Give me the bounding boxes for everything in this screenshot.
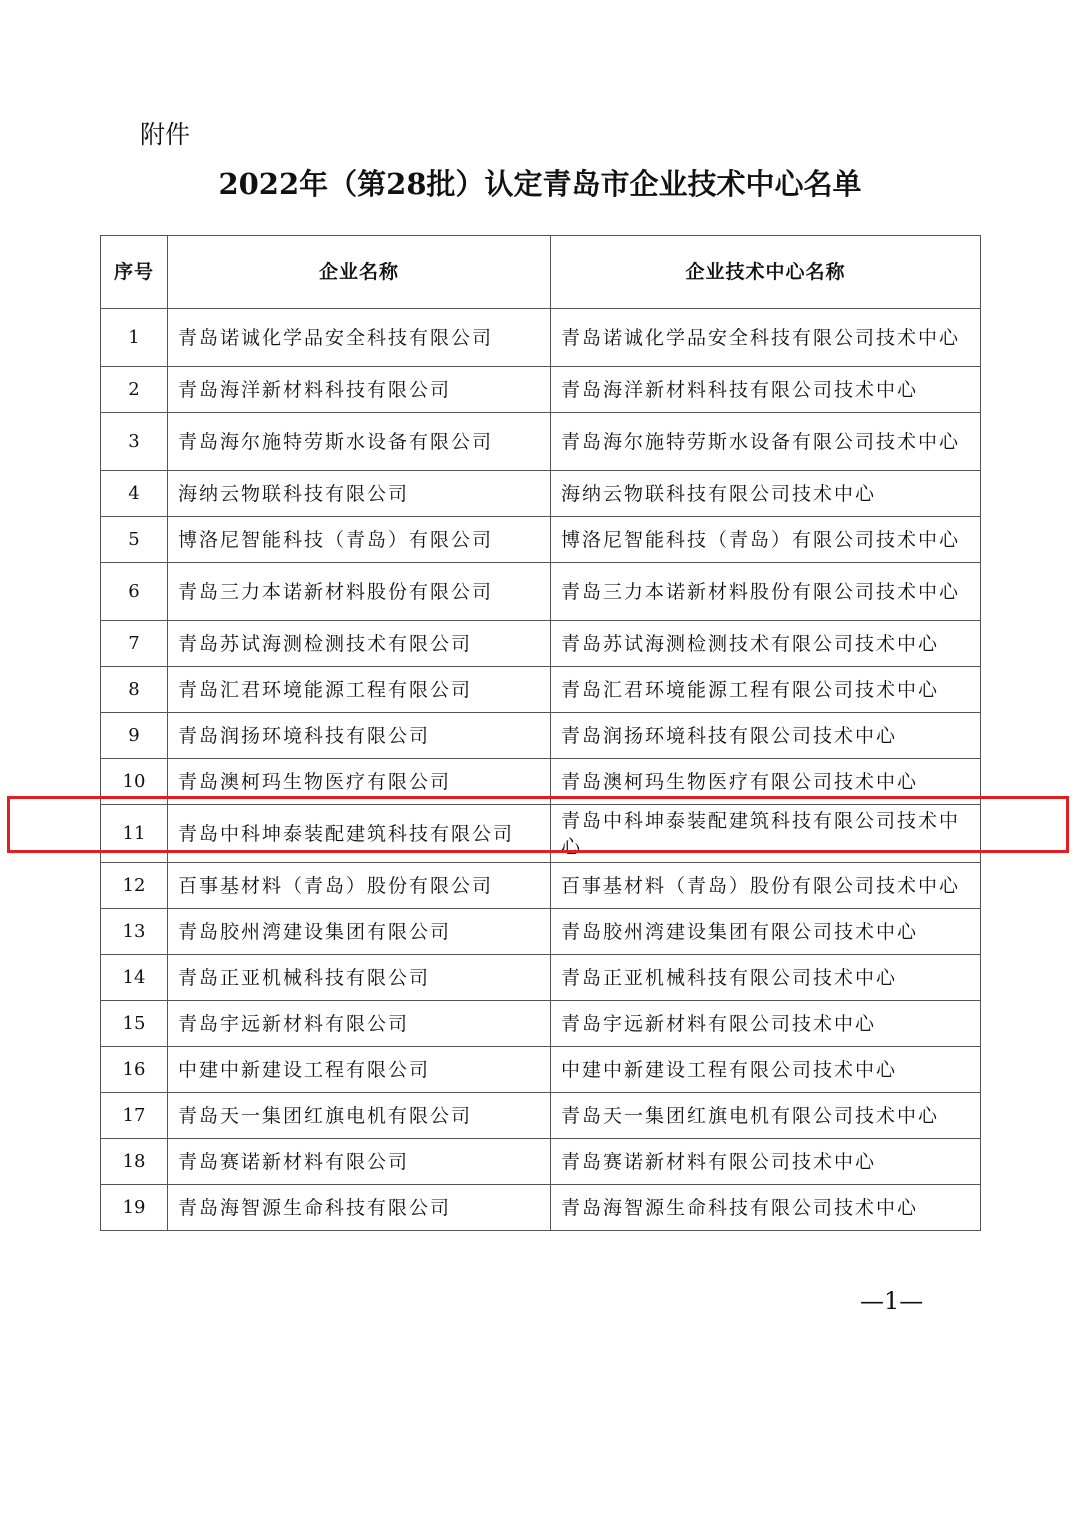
row-no: 15: [101, 1001, 168, 1047]
row-company: 青岛宇远新材料有限公司: [168, 1001, 551, 1047]
table-row: [101, 1001, 981, 1047]
row-no: 16: [101, 1047, 168, 1093]
row-no: 18: [101, 1139, 168, 1185]
document-title: 2022年（第28批）认定青岛市企业技术中心名单: [218, 167, 862, 201]
table-row: [101, 863, 981, 909]
row-center: 青岛天一集团红旗电机有限公司技术中心: [551, 1093, 981, 1139]
table-row: [101, 759, 981, 805]
table-row: [101, 413, 981, 471]
table-row: [101, 955, 981, 1001]
row-company: 青岛胶州湾建设集团有限公司: [168, 909, 551, 955]
row-company: 青岛澳柯玛生物医疗有限公司: [168, 759, 551, 805]
row-center: 青岛赛诺新材料有限公司技术中心: [551, 1139, 981, 1185]
table-row-highlighted: [101, 805, 981, 863]
row-company: 青岛海洋新材料科技有限公司: [168, 367, 551, 413]
enterprise-center-table: [100, 235, 981, 1231]
table-row: [101, 471, 981, 517]
row-center: 青岛海洋新材料科技有限公司技术中心: [551, 367, 981, 413]
row-no: 8: [101, 667, 168, 713]
row-company: 青岛苏试海测检测技术有限公司: [168, 621, 551, 667]
row-center: 青岛三力本诺新材料股份有限公司技术中心: [551, 563, 981, 621]
row-no: 14: [101, 955, 168, 1001]
row-company: 青岛海智源生命科技有限公司: [168, 1185, 551, 1231]
row-center: 青岛诺诚化学品安全科技有限公司技术中心: [551, 309, 981, 367]
row-company: 青岛天一集团红旗电机有限公司: [168, 1093, 551, 1139]
row-company: 青岛润扬环境科技有限公司: [168, 713, 551, 759]
table-header-row: [101, 236, 981, 309]
row-company: 中建中新建设工程有限公司: [168, 1047, 551, 1093]
row-no: 11: [101, 805, 168, 863]
row-center: 百事基材料（青岛）股份有限公司技术中心: [551, 863, 981, 909]
table-row: [101, 667, 981, 713]
row-no: 6: [101, 563, 168, 621]
row-no: 4: [101, 471, 168, 517]
table-row: [101, 1185, 981, 1231]
row-no: 2: [101, 367, 168, 413]
table-row: [101, 1047, 981, 1093]
table-row: [101, 309, 981, 367]
row-company: 青岛正亚机械科技有限公司: [168, 955, 551, 1001]
table-row: [101, 621, 981, 667]
table-row: [101, 563, 981, 621]
row-company: 青岛赛诺新材料有限公司: [168, 1139, 551, 1185]
header-center: 企业技术中心名称: [551, 236, 981, 309]
header-company: 企业名称: [168, 236, 551, 309]
row-no: 13: [101, 909, 168, 955]
row-company: 青岛海尔施特劳斯水设备有限公司: [168, 413, 551, 471]
row-center: 青岛中科坤泰装配建筑科技有限公司技术中心: [551, 805, 981, 863]
row-center: 青岛澳柯玛生物医疗有限公司技术中心: [551, 759, 981, 805]
table-row: [101, 713, 981, 759]
row-no: 5: [101, 517, 168, 563]
row-center: 青岛海智源生命科技有限公司技术中心: [551, 1185, 981, 1231]
table-row: [101, 1139, 981, 1185]
row-company: 青岛三力本诺新材料股份有限公司: [168, 563, 551, 621]
row-center: 青岛汇君环境能源工程有限公司技术中心: [551, 667, 981, 713]
row-no: 19: [101, 1185, 168, 1231]
page-number: —1—: [860, 1287, 924, 1315]
row-no: 10: [101, 759, 168, 805]
row-center: 青岛苏试海测检测技术有限公司技术中心: [551, 621, 981, 667]
table-row: [101, 367, 981, 413]
row-center: 青岛海尔施特劳斯水设备有限公司技术中心: [551, 413, 981, 471]
attachment-label: 附件: [140, 120, 191, 149]
row-company: 青岛诺诚化学品安全科技有限公司: [168, 309, 551, 367]
row-no: 9: [101, 713, 168, 759]
row-no: 12: [101, 863, 168, 909]
row-no: 7: [101, 621, 168, 667]
row-center: 青岛润扬环境科技有限公司技术中心: [551, 713, 981, 759]
row-company: 青岛中科坤泰装配建筑科技有限公司: [168, 805, 551, 863]
row-center: 博洛尼智能科技（青岛）有限公司技术中心: [551, 517, 981, 563]
header-no: 序号: [101, 236, 168, 309]
row-center: 青岛宇远新材料有限公司技术中心: [551, 1001, 981, 1047]
table-row: [101, 1093, 981, 1139]
row-no: 17: [101, 1093, 168, 1139]
row-no: 1: [101, 309, 168, 367]
row-center: 青岛胶州湾建设集团有限公司技术中心: [551, 909, 981, 955]
row-no: 3: [101, 413, 168, 471]
row-company: 百事基材料（青岛）股份有限公司: [168, 863, 551, 909]
table-row: [101, 517, 981, 563]
table-row: [101, 909, 981, 955]
row-center: 海纳云物联科技有限公司技术中心: [551, 471, 981, 517]
row-center: 中建中新建设工程有限公司技术中心: [551, 1047, 981, 1093]
row-center: 青岛正亚机械科技有限公司技术中心: [551, 955, 981, 1001]
row-company: 青岛汇君环境能源工程有限公司: [168, 667, 551, 713]
row-company: 博洛尼智能科技（青岛）有限公司: [168, 517, 551, 563]
row-company: 海纳云物联科技有限公司: [168, 471, 551, 517]
